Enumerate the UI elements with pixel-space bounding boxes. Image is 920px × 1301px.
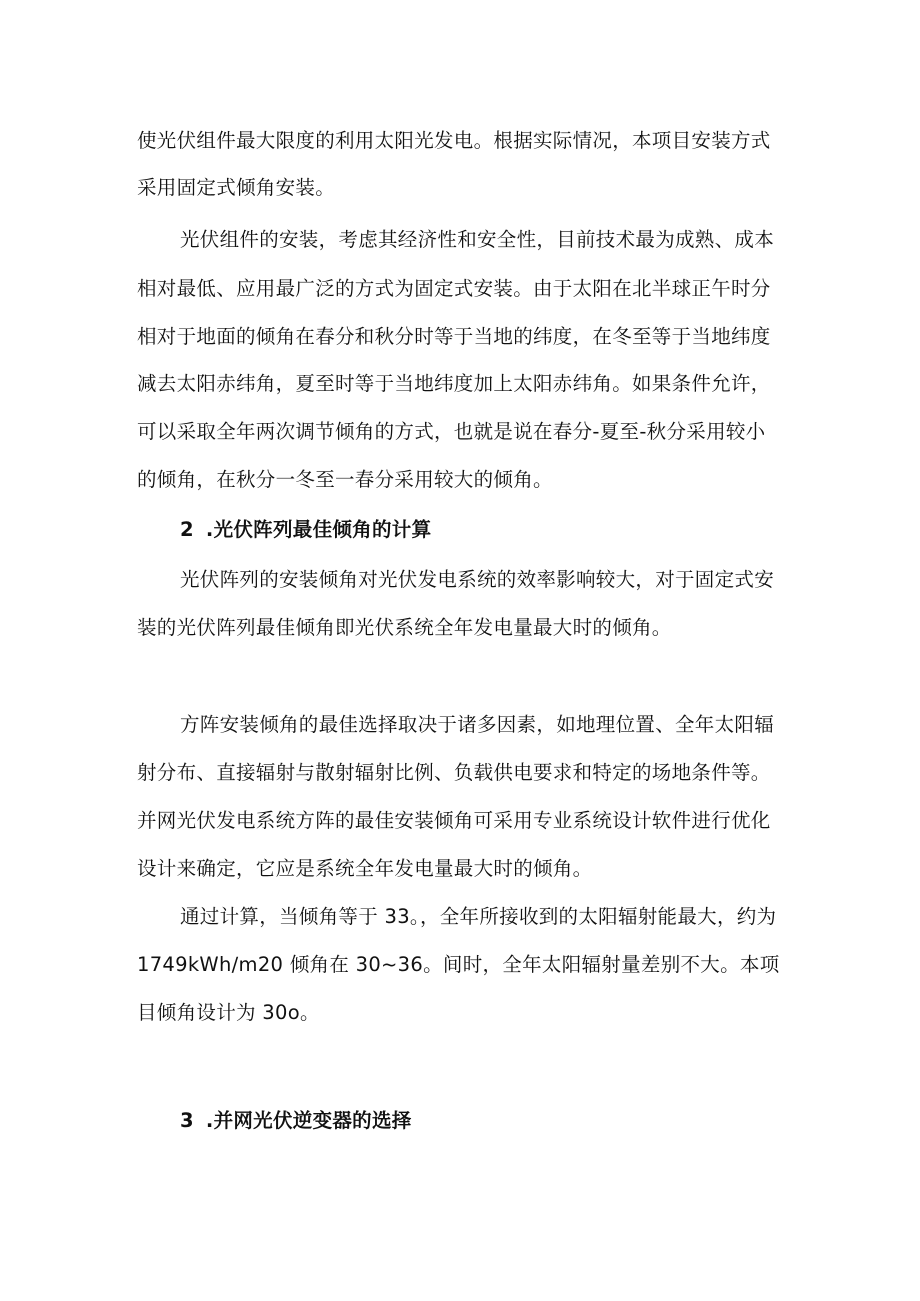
paragraph-line: 可以采取全年两次调节倾角的方式，也就是说在春分-夏至-秋分采用较小 xyxy=(137,420,766,443)
paragraph-line: 相对于地面的倾角在春分和秋分时等于当地的纬度，在冬至等于当地纬度 xyxy=(137,325,771,348)
section-number: 3 xyxy=(180,1109,194,1132)
paragraph-line: 目倾角设计为 30o。 xyxy=(137,1001,320,1024)
paragraph-line: 相对最低、应用最广泛的方式为固定式安装。由于太阳在北半球正午时分 xyxy=(137,277,771,300)
paragraph-line: 使光伏组件最大限度的利用太阳光发电。根据实际情况，本项目安装方式 xyxy=(137,129,771,152)
paragraph-line: 光伏阵列的安装倾角对光伏发电系统的效率影响较大，对于固定式安 xyxy=(180,568,775,591)
paragraph-line: 1749kWh∕m20 倾角在 30~36。间时，全年太阳辐射量差别不大。本项 xyxy=(137,953,780,976)
paragraph-line: 的倾角，在秋分一冬至一春分采用较大的倾角。 xyxy=(137,468,553,491)
paragraph-line: 并网光伏发电系统方阵的最佳安装倾角可采用专业系统设计软件进行优化 xyxy=(137,809,771,832)
section-heading xyxy=(180,516,431,544)
paragraph-line: 采用固定式倾角安装。 xyxy=(137,176,336,199)
section-heading xyxy=(180,1107,412,1135)
paragraph-line: 装的光伏阵列最佳倾角即光伏系统全年发电量最大时的倾角。 xyxy=(137,616,672,639)
paragraph-line: 通过计算，当倾角等于 33。，全年所接收到的太阳辐射能最大，约为 xyxy=(180,905,777,928)
paragraph-line: 射分布、直接辐射与散射辐射比例、负载供电要求和特定的场地条件等。 xyxy=(137,761,771,784)
section-number: 2 xyxy=(180,518,194,541)
paragraph-line: 设计来确定，它应是系统全年发电量最大时的倾角。 xyxy=(137,857,593,880)
paragraph-line: 减去太阳赤纬角，夏至时等于当地纬度加上太阳赤纬角。如果条件允许， xyxy=(137,372,771,395)
paragraph-line: 方阵安装倾角的最佳选择取决于诸多因素，如地理位置、全年太阳辐 xyxy=(180,713,775,736)
section-title: .光伏阵列最佳倾角的计算 xyxy=(205,518,432,541)
section-title: .并网光伏逆变器的选择 xyxy=(205,1109,412,1132)
paragraph-line: 光伏组件的安装，考虑其经济性和安全性，目前技术最为成熟、成本 xyxy=(180,228,775,251)
